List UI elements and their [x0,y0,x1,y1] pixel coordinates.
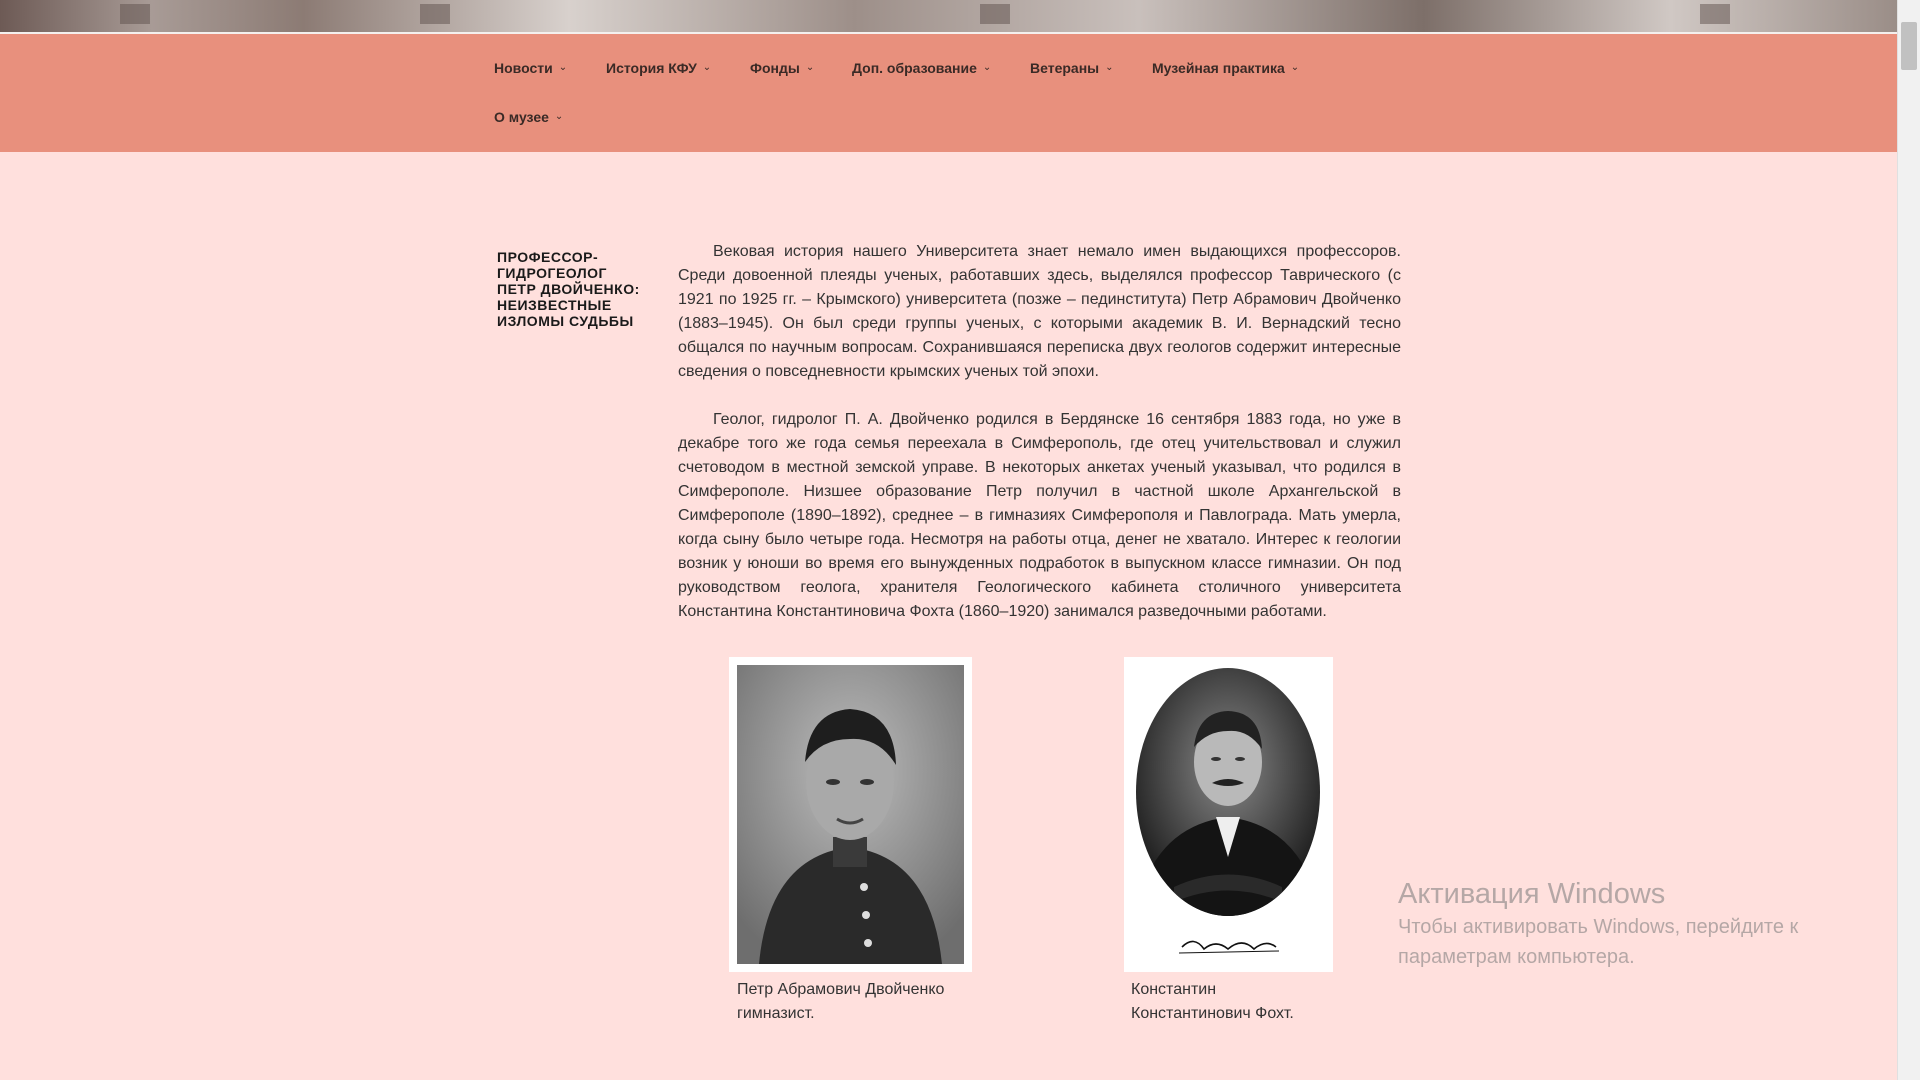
chevron-down-icon: ⌄ [554,110,564,122]
caption-line: Петр Абрамович Двойченко [737,981,945,998]
nav-item-news[interactable] [494,57,567,79]
caption-line: Константин [1131,981,1217,998]
windows-activation-watermark [1398,876,1848,972]
photo-caption [1131,978,1294,1026]
nav-item-label: История КФУ [606,60,697,76]
article-paragraph: Вековая история нашего Университета знает немало имен выдающихся профессоров. Среди довоенной плеяды ученых, работавших здесь, выделялся профессор Таврического (с 1921 по 1925 гг. – Крымского) университета (позже – пединститута) Петр Абрамович Двойченко (1883–1945). Он был среди группы ученых, с которыми академик В. И. Вернадский тесно общался по научным вопросам. Сохранившаяся переписка двух геологов содержит интересные сведения о повседневности крымских ученых той эпохи. [678,243,1401,380]
chevron-down-icon: ⌄ [702,61,712,73]
photo-caption [737,978,944,1026]
nav-item-history[interactable] [606,57,711,79]
chevron-down-icon: ⌄ [982,61,992,73]
nav-item-label: Доп. образование [852,60,977,76]
chevron-down-icon: ⌄ [558,61,568,73]
watermark-heading: Активация Windows [1398,878,1666,910]
main-navigation [0,34,1898,152]
photo-dvoichenko [729,657,972,972]
nav-item-label: Музейная практика [1152,60,1285,76]
page-scrollbar[interactable] [1897,0,1920,1080]
chevron-down-icon: ⌄ [1290,61,1300,73]
photo-fokht [1124,657,1333,972]
nav-item-museum-practice[interactable] [1152,57,1299,79]
article-title: ПРОФЕССОР-ГИДРОГЕОЛОГ ПЕТР ДВОЙЧЕНКО: НЕИЗВЕСТНЫЕ ИЗЛОМЫ СУДЬБЫ [497,249,640,330]
nav-item-extra-education[interactable] [852,57,991,79]
header-image [0,0,1898,34]
nav-item-label: О музее [494,109,549,125]
article-paragraph: Геолог, гидролог П. А. Двойченко родился в Бердянске 16 сентября 1883 года, но уже в декабре того же года семья переехала в Симферополь, где отец учительствовал и служил счетоводом в местной земской управе. В некоторых анкетах ученый указывал, что родился в Симферополе. Низшее образование Петр получил в частной школе Архангельской в Симферополе (1890–1892), среднее – в гимназиях Симферополя и Павлограда. Мать умерла, когда сыну было четыре года. Несмотря на работы отца, денег не хватало. Интерес к геологии возник у юноши во время его вынужденных подработок в выпускном классе гимназии. Он под руководством геолога, хранителя Геологического кабинета столичного университета Константина Константиновича Фохта (1860–1920) занимался разведочными работами. [678,411,1401,620]
nav-item-label: Фонды [750,60,800,76]
article-body [678,240,1401,648]
caption-line: гимназист. [737,1005,815,1022]
nav-item-label: Новости [494,60,553,76]
nav-item-veterans[interactable] [1030,57,1114,79]
scrollbar-thumb[interactable] [1901,22,1917,70]
nav-item-about[interactable] [494,106,563,128]
chevron-down-icon: ⌄ [1105,61,1114,73]
watermark-text: Чтобы активировать Windows, перейдите к параметрам компьютера. [1398,916,1799,968]
caption-line: Константинович Фохт. [1131,1005,1294,1022]
nav-item-funds[interactable] [750,57,814,79]
nav-item-label: Ветераны [1030,60,1100,76]
chevron-down-icon: ⌄ [805,61,815,73]
